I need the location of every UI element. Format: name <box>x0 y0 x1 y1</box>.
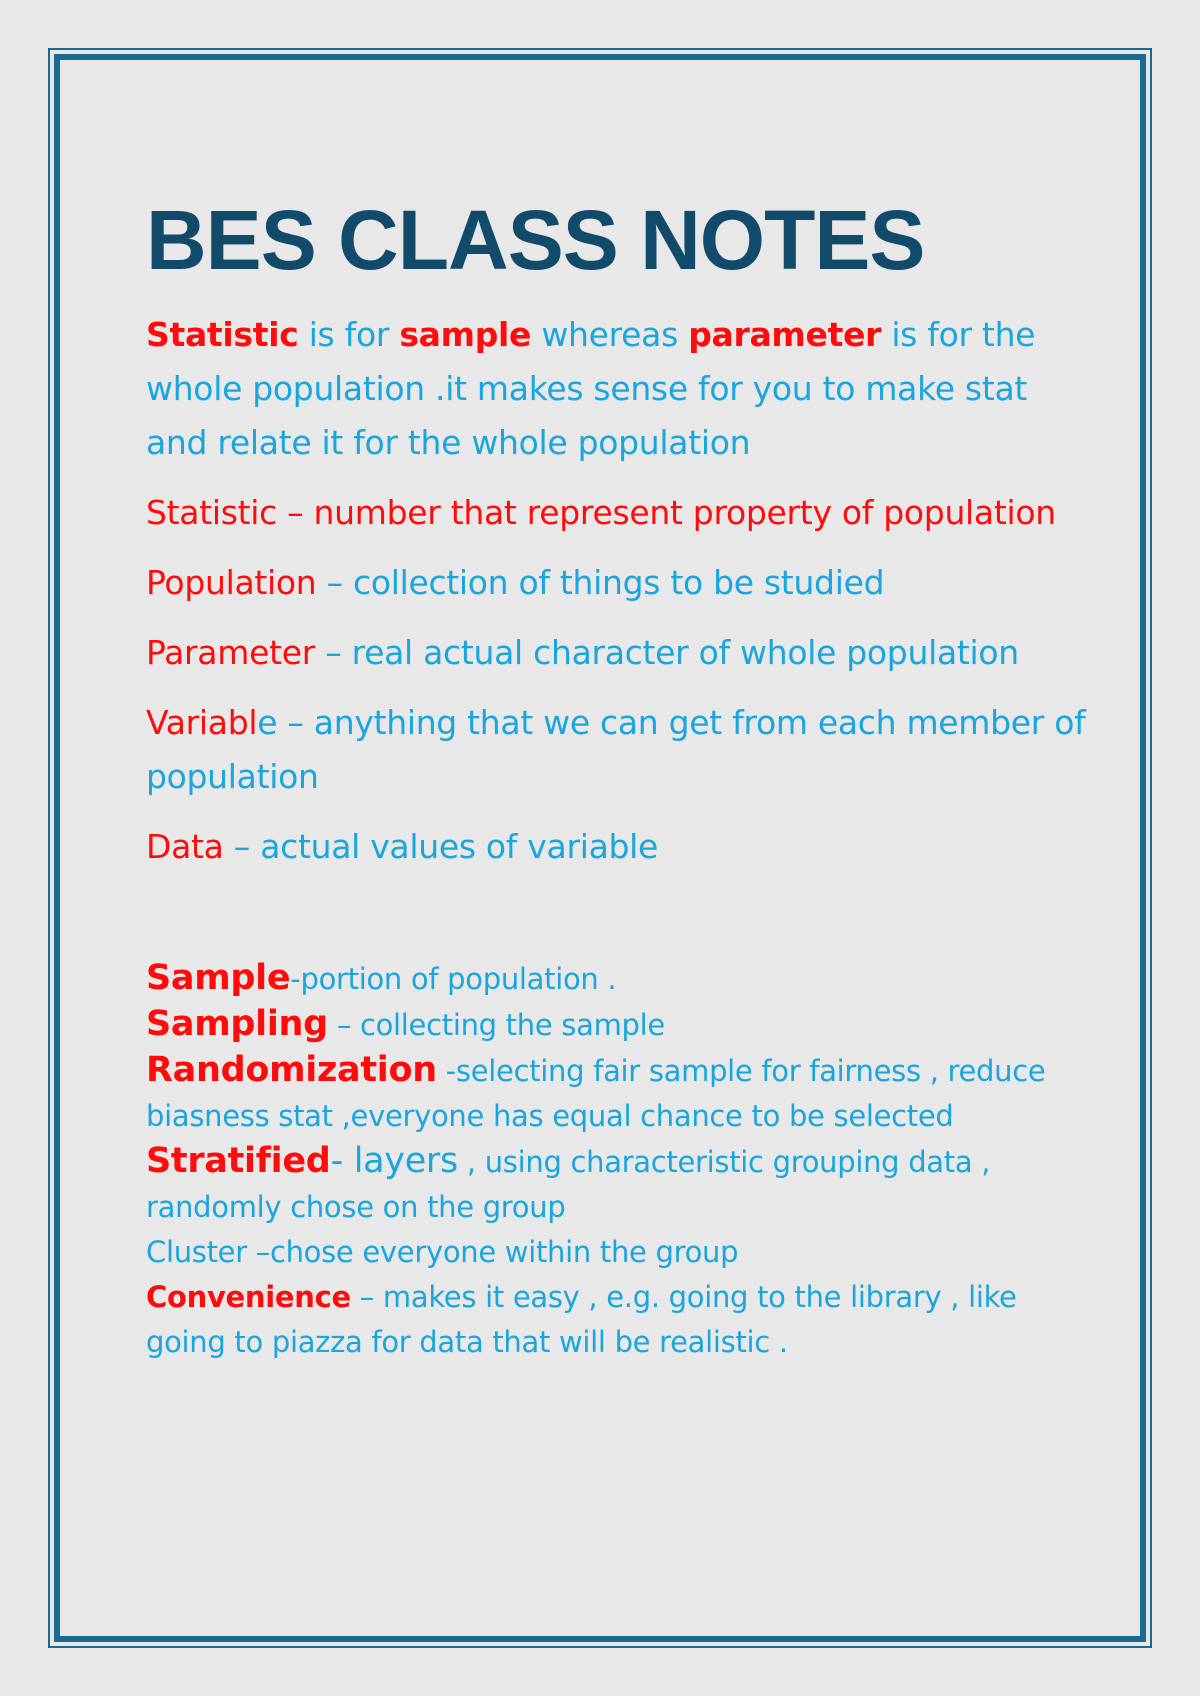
term-randomization <box>146 1048 1086 1139</box>
term-convenience <box>146 1275 1086 1365</box>
definition-term: Data <box>146 827 224 866</box>
definition-term: Variabl <box>146 703 258 742</box>
definition-statistic <box>146 486 1086 540</box>
term-label: Sample <box>146 958 291 998</box>
definition-term: Statistic – number that represent property of population <box>146 493 1056 532</box>
intro-text-3: is for the whole population .it makes sense for you to make stat and relate it for the whole population <box>146 315 1036 462</box>
notes-content <box>146 190 1086 1365</box>
term-label: Sampling <box>146 1004 328 1044</box>
term-text: Cluster –chose everyone within the group <box>146 1235 739 1269</box>
term-text: – collecting the sample <box>327 1008 665 1042</box>
definition-text: e – anything that we can get from each member of population <box>146 703 1086 796</box>
intro-text-1: is for <box>298 315 400 354</box>
term-text: – makes it easy , e.g. going to the library , like going to piazza for data that will be realistic . <box>146 1280 1017 1359</box>
term-label: Convenience <box>146 1280 351 1314</box>
term-text: -selecting fair sample for fairness , reduce biasness stat ,everyone has equal chance to be selected <box>146 1054 1046 1133</box>
term-text: , using characteristic grouping data , randomly chose on the group <box>146 1145 991 1224</box>
term-cluster <box>146 1230 1086 1275</box>
definition-parameter <box>146 626 1086 680</box>
term-label: Stratified <box>146 1141 331 1181</box>
definition-text: – actual values of variable <box>223 827 659 866</box>
definition-term: Population <box>146 563 317 602</box>
definition-text: – real actual character of whole population <box>315 633 1019 672</box>
intro-text-2: whereas <box>531 315 689 354</box>
intro-paragraph <box>146 308 1086 470</box>
term-sample <box>146 956 1086 1002</box>
term-text: -portion of population . <box>290 962 617 996</box>
term-text-lead: - layers <box>330 1141 458 1181</box>
intro-term-sample: sample <box>399 315 532 354</box>
intro-term-parameter: parameter <box>688 315 882 354</box>
page-title: BES CLASS NOTES <box>146 193 925 287</box>
definition-population <box>146 556 1086 610</box>
definition-term: Parameter <box>146 633 315 672</box>
term-sampling <box>146 1002 1086 1048</box>
intro-term-statistic: Statistic <box>146 315 299 354</box>
definition-variable <box>146 696 1086 804</box>
sampling-terms-list <box>146 956 1086 1365</box>
term-stratified <box>146 1139 1086 1230</box>
definition-data <box>146 820 1086 874</box>
term-label: Randomization <box>146 1050 437 1090</box>
definition-text: – collection of things to be studied <box>316 563 885 602</box>
